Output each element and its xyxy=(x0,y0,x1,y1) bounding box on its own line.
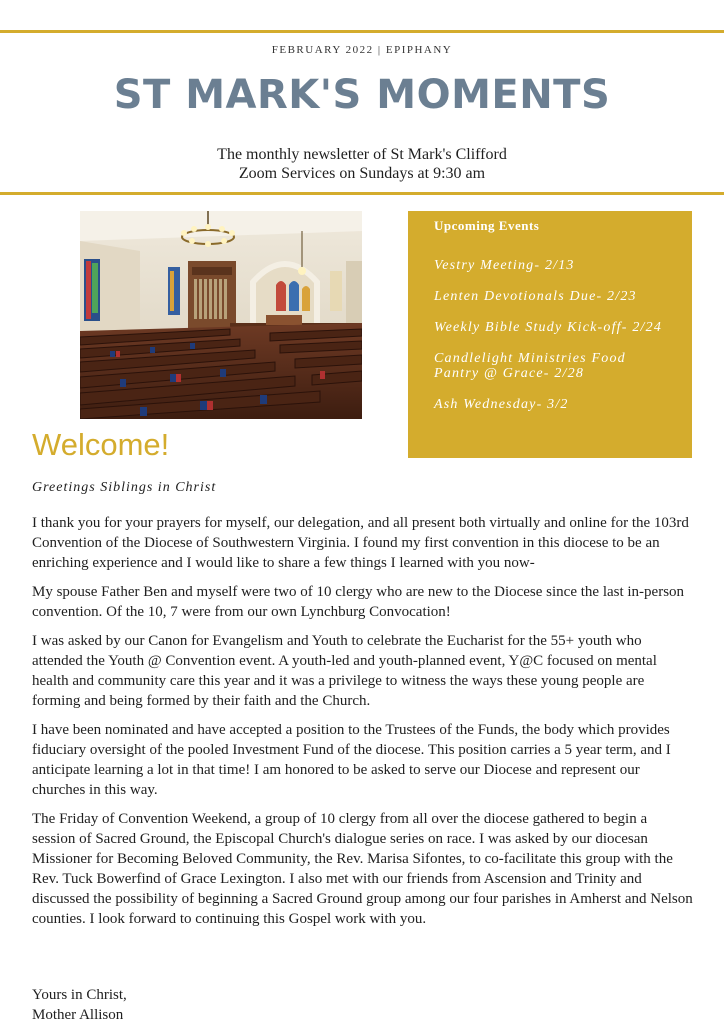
event-item: Vestry Meeting- 2/13 xyxy=(434,258,575,273)
greeting-line: Greetings Siblings in Christ xyxy=(32,480,217,495)
letter-paragraph: I have been nominated and have accepted a position to the Trustees of the Funds, the body which provides fiduciary oversight of the pooled Investment Fund of the diocese. This position carries a 5 year term, and I anticipate learning a lot in that time! I am honored to be asked to serve our Diocese and represent our churches in this way. xyxy=(32,722,671,798)
event-item: Weekly Bible Study Kick-off- 2/24 xyxy=(434,320,663,335)
letter-paragraph: I was asked by our Canon for Evangelism and Youth to celebrate the Eucharist for the 55+ youth who attended the Youth @ Convention event. A youth-led and youth-planned event, Y@C focused on mental health and community care this year and it was a privilege to witness the ways these young people are forming and being formed by their faith and the Church. xyxy=(32,633,657,709)
letter-paragraph: My spouse Father Ben and myself were two of 10 clergy who are new to the Diocese since the last in-person convention. Of the 10, 7 were from our own Lynchburg Convocation! xyxy=(32,584,685,620)
event-item: Candlelight Ministries Food Pantry @ Grace- 2/28 xyxy=(434,351,626,381)
welcome-heading: Welcome! xyxy=(32,427,170,462)
top-rule xyxy=(0,30,724,33)
tagline-line-2: Zoom Services on Sundays at 9:30 am xyxy=(238,165,486,182)
church-interior-photo xyxy=(80,211,362,419)
signoff xyxy=(32,985,127,1024)
events-list xyxy=(434,258,672,412)
event-item: Lenten Devotionals Due- 2/23 xyxy=(434,289,637,304)
event-item: Ash Wednesday- 3/2 xyxy=(434,397,569,412)
tagline-line-1: The monthly newsletter of St Mark's Clifford xyxy=(217,146,507,163)
header-rule xyxy=(0,192,724,195)
tagline xyxy=(0,145,724,183)
signoff-name: Mother Allison xyxy=(32,1007,124,1023)
letter-paragraph: The Friday of Convention Weekend, a group of 10 clergy from all over the diocese gathered to begin a session of Sacred Ground, the Episcopal Church's dialogue series on race. I was asked by our diocesan Missioner for Becoming Beloved Community, the Rev. Marisa Sifontes, to co-facilitate this group with the Rev. Tuck Bowerfind of Grace Lexington. I also met with our friends from Ascension and Trinity and discussed the possibility of beginning a Sacred Ground group among our four parishes in Amherst and Nelson counties. I look forward to continuing this Gospel work with you. xyxy=(32,811,693,927)
upcoming-events-title: Upcoming Events xyxy=(434,218,540,233)
letter-body xyxy=(32,513,694,938)
newsletter-title: ST MARK'S MOMENTS xyxy=(113,72,611,118)
letter-paragraph: I thank you for your prayers for myself, our delegation, and all present both virtually and online for the 103rd Convention of the Diocese of Southwestern Virginia. I found my first convention in this diocese to be an enriching experience and I would like to share a few things I learned with you now- xyxy=(32,515,689,571)
signoff-closing: Yours in Christ, xyxy=(32,987,127,1003)
upcoming-events-box xyxy=(408,211,692,458)
issue-date: FEBRUARY 2022 | EPIPHANY xyxy=(271,44,453,56)
